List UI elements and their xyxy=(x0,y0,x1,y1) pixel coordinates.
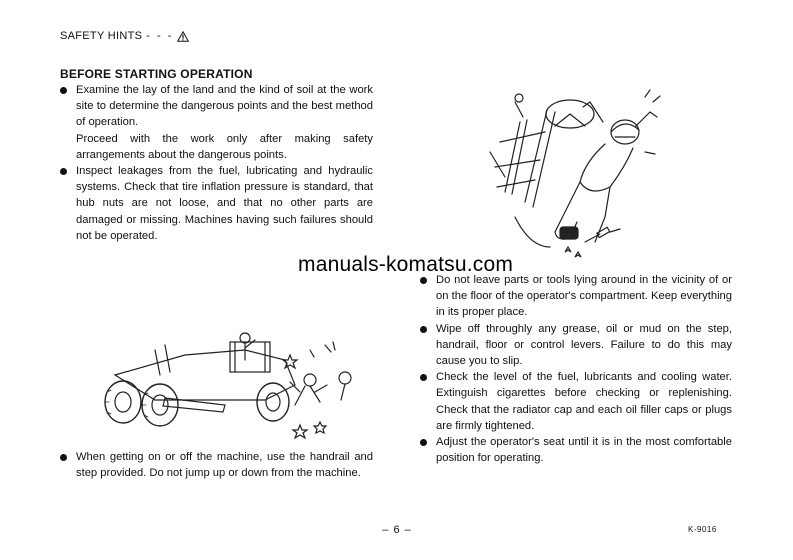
list-item xyxy=(60,449,373,481)
left-bullet-list xyxy=(60,82,373,244)
item-paragraph: Proceed with the work only after making safety arrangements about the dangerous points. xyxy=(76,132,373,161)
page-code: K-9016 xyxy=(688,525,717,534)
item-paragraph: Wipe off throughly any grease, oil or mud on the step, handrail, floor or control levers. Failure to do this may cause you to slip. xyxy=(436,322,732,368)
list-item xyxy=(420,369,732,434)
item-paragraph: When getting on or off the machine, use the handrail and step provided. Do not jump up or down from the machine. xyxy=(76,451,373,480)
motor-grader-illustration xyxy=(95,330,360,440)
section-title: BEFORE STARTING OPERATION xyxy=(60,67,253,81)
header-dashes: - - - xyxy=(146,30,174,42)
warning-triangle-icon xyxy=(177,31,189,42)
list-item xyxy=(420,272,732,321)
list-item xyxy=(60,163,373,244)
item-paragraph: Do not leave parts or tools lying around in the vicinity of or on the floor of the operator's compartment. Keep everything in its proper place. xyxy=(436,274,732,319)
list-item xyxy=(420,321,732,370)
list-item xyxy=(60,82,373,163)
item-paragraph: Inspect leakages from the fuel, lubricating and hydraulic systems. Check that tire inflation pressure is standard, that hub nuts are not loose, and that no other parts are damaged or missing. Machines having such failures should not be operated. xyxy=(76,165,373,242)
slipping-operator-illustration xyxy=(485,82,675,267)
right-bullet-list xyxy=(420,272,732,466)
running-header xyxy=(60,30,189,42)
item-paragraph: Adjust the operator's seat until it is in the most comfortable position for operating. xyxy=(436,436,732,465)
bullet-icon xyxy=(420,326,427,333)
bullet-icon xyxy=(60,454,67,461)
bullet-icon xyxy=(60,168,67,175)
list-item xyxy=(420,434,732,466)
page-number-value: 6 xyxy=(393,524,400,536)
page-number: – 6 – xyxy=(382,524,411,536)
item-paragraph: Check the level of the fuel, lubricants and cooling water. Extinguish cigarettes before checking or replenishing. Check that the radiator cap and each oil filler caps or plugs are firmly tightened. xyxy=(436,371,732,432)
bullet-icon xyxy=(60,87,67,94)
watermark-text: manuals-komatsu.com xyxy=(298,253,514,276)
bullet-icon xyxy=(420,439,427,446)
item-paragraph: Examine the lay of the land and the kind of soil at the work site to determine the dangerous points and the best method of operation. xyxy=(76,84,373,129)
header-label: SAFETY HINTS xyxy=(60,30,143,42)
bottom-bullet-list xyxy=(60,449,373,481)
bullet-icon xyxy=(420,277,427,284)
bullet-icon xyxy=(420,374,427,381)
